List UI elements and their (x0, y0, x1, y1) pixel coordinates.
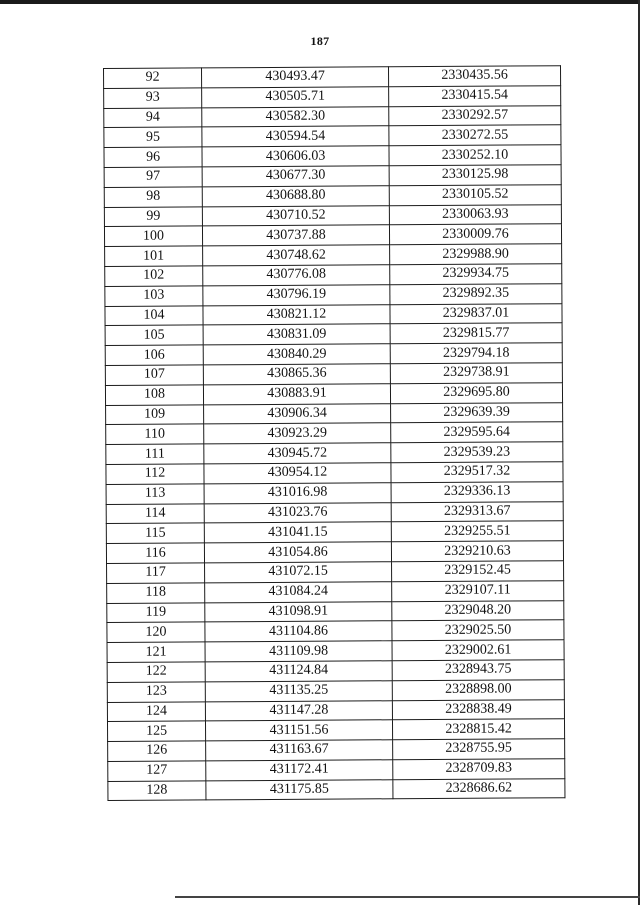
point-number-cell: 113 (106, 484, 204, 504)
y-coordinate-cell: 2330435.56 (388, 66, 560, 87)
table-row (107, 679, 564, 702)
point-number-cell: 124 (107, 701, 205, 721)
point-number-cell: 98 (104, 187, 202, 207)
y-coordinate-cell: 2329934.75 (390, 264, 562, 285)
table-row (105, 303, 562, 326)
point-number-cell: 128 (108, 781, 206, 801)
y-coordinate-cell: 2329892.35 (390, 283, 562, 304)
x-coordinate-cell: 431016.98 (204, 482, 391, 503)
y-coordinate-cell: 2329695.80 (390, 382, 562, 403)
table-row (107, 719, 564, 742)
table-row (105, 264, 562, 287)
point-number-cell: 95 (104, 127, 202, 147)
x-coordinate-cell: 431175.85 (206, 779, 393, 800)
table-row (107, 620, 564, 643)
x-coordinate-cell: 430796.19 (203, 285, 390, 306)
y-coordinate-cell: 2330125.98 (389, 165, 561, 186)
x-coordinate-cell: 430776.08 (203, 265, 390, 286)
point-number-cell: 105 (105, 325, 203, 345)
y-coordinate-cell: 2328755.95 (393, 739, 565, 760)
x-coordinate-cell: 431054.86 (204, 542, 391, 563)
table-row (106, 481, 563, 504)
table-row (105, 323, 562, 346)
point-number-cell: 92 (104, 68, 202, 88)
x-coordinate-cell: 431072.15 (205, 562, 392, 583)
x-coordinate-cell: 430923.29 (204, 423, 391, 444)
point-number-cell: 101 (105, 246, 203, 266)
x-coordinate-cell: 431163.67 (206, 740, 393, 761)
table-row (105, 343, 562, 366)
table-row (105, 382, 562, 405)
table-row (104, 165, 561, 188)
x-coordinate-cell: 430710.52 (202, 205, 389, 226)
table-row (104, 204, 561, 227)
point-number-cell: 110 (106, 424, 204, 444)
y-coordinate-cell: 2329152.45 (392, 561, 564, 582)
point-number-cell: 104 (105, 305, 203, 325)
table-row (104, 66, 561, 89)
point-number-cell: 100 (104, 226, 202, 246)
point-number-cell: 120 (107, 622, 205, 642)
y-coordinate-cell: 2328898.00 (392, 679, 564, 700)
y-coordinate-cell: 2328709.83 (393, 759, 565, 780)
point-number-cell: 126 (108, 741, 206, 761)
y-coordinate-cell: 2329255.51 (391, 521, 563, 542)
x-coordinate-cell: 430831.09 (203, 324, 390, 345)
table-row (106, 501, 563, 524)
point-number-cell: 94 (104, 107, 202, 127)
x-coordinate-cell: 430821.12 (203, 304, 390, 325)
x-coordinate-cell: 430840.29 (203, 344, 390, 365)
y-coordinate-cell: 2329738.91 (390, 363, 562, 384)
point-number-cell: 123 (107, 682, 205, 702)
top-scan-border (0, 0, 640, 4)
y-coordinate-cell: 2329815.77 (390, 323, 562, 344)
x-coordinate-cell: 431172.41 (206, 760, 393, 781)
table-row (107, 580, 564, 603)
x-coordinate-cell: 430493.47 (202, 67, 389, 88)
point-number-cell: 112 (106, 464, 204, 484)
x-coordinate-cell: 431124.84 (205, 661, 392, 682)
x-coordinate-cell: 430954.12 (204, 463, 391, 484)
point-number-cell: 109 (106, 404, 204, 424)
point-number-cell: 111 (106, 444, 204, 464)
point-number-cell: 114 (106, 503, 204, 523)
x-coordinate-cell: 431135.25 (205, 680, 392, 701)
x-coordinate-cell: 430906.34 (204, 403, 391, 424)
x-coordinate-cell: 431109.98 (205, 641, 392, 662)
y-coordinate-cell: 2330105.52 (389, 184, 561, 205)
y-coordinate-cell: 2329025.50 (392, 620, 564, 641)
table-row (105, 363, 562, 386)
point-number-cell: 108 (105, 385, 203, 405)
table-row (106, 442, 563, 465)
y-coordinate-cell: 2330292.57 (389, 105, 561, 126)
x-coordinate-cell: 430505.71 (202, 87, 389, 108)
point-number-cell: 102 (105, 266, 203, 286)
point-number-cell: 125 (107, 721, 205, 741)
x-coordinate-cell: 431023.76 (204, 502, 391, 523)
bottom-scan-line (175, 896, 640, 898)
x-coordinate-cell: 430688.80 (202, 186, 389, 207)
y-coordinate-cell: 2329048.20 (392, 600, 564, 621)
y-coordinate-cell: 2329539.23 (391, 442, 563, 463)
y-coordinate-cell: 2329002.61 (392, 640, 564, 661)
table-row (108, 778, 565, 801)
table-row (107, 660, 564, 683)
table-row (104, 86, 561, 109)
point-number-cell: 106 (105, 345, 203, 365)
x-coordinate-cell: 431104.86 (205, 621, 392, 642)
x-coordinate-cell: 430865.36 (203, 364, 390, 385)
table-row (104, 184, 561, 207)
page-number: 187 (310, 34, 330, 48)
table-row (106, 422, 563, 445)
point-number-cell: 121 (107, 642, 205, 662)
x-coordinate-cell: 430606.03 (202, 146, 389, 167)
table-row (104, 145, 561, 168)
table-row (107, 600, 564, 623)
table-row (107, 699, 564, 722)
y-coordinate-cell: 2329107.11 (392, 580, 564, 601)
table-row (104, 125, 561, 148)
y-coordinate-cell: 2328838.49 (392, 699, 564, 720)
table-row (104, 105, 561, 128)
y-coordinate-cell: 2328686.62 (393, 778, 565, 799)
table-row (108, 759, 565, 782)
x-coordinate-cell: 430677.30 (202, 166, 389, 187)
coordinates-table (103, 65, 565, 801)
y-coordinate-cell: 2330272.55 (389, 125, 561, 146)
point-number-cell: 117 (107, 563, 205, 583)
x-coordinate-cell: 430748.62 (203, 245, 390, 266)
table-row (105, 244, 562, 267)
x-coordinate-cell: 430582.30 (202, 106, 389, 127)
y-coordinate-cell: 2329517.32 (391, 462, 563, 483)
y-coordinate-cell: 2328943.75 (392, 660, 564, 681)
table-row (106, 402, 563, 425)
y-coordinate-cell: 2330063.93 (389, 204, 561, 225)
y-coordinate-cell: 2329794.18 (390, 343, 562, 364)
x-coordinate-cell: 431041.15 (204, 522, 391, 543)
point-number-cell: 97 (104, 167, 202, 187)
table-row (106, 541, 563, 564)
y-coordinate-cell: 2329837.01 (390, 303, 562, 324)
point-number-cell: 119 (107, 602, 205, 622)
table-row (106, 521, 563, 544)
x-coordinate-cell: 430594.54 (202, 126, 389, 147)
x-coordinate-cell: 430737.88 (202, 225, 389, 246)
y-coordinate-cell: 2330252.10 (389, 145, 561, 166)
table-row (105, 283, 562, 306)
y-coordinate-cell: 2329313.67 (391, 501, 563, 522)
table-row (108, 739, 565, 762)
point-number-cell: 96 (104, 147, 202, 167)
y-coordinate-cell: 2330009.76 (389, 224, 561, 245)
table-row (104, 224, 561, 247)
x-coordinate-cell: 431147.28 (205, 700, 392, 721)
point-number-cell: 118 (107, 583, 205, 603)
table-row (106, 462, 563, 485)
point-number-cell: 122 (107, 662, 205, 682)
x-coordinate-cell: 430883.91 (203, 384, 390, 405)
y-coordinate-cell: 2329595.64 (391, 422, 563, 443)
table-row (107, 561, 564, 584)
x-coordinate-cell: 431084.24 (205, 581, 392, 602)
y-coordinate-cell: 2329639.39 (391, 402, 563, 423)
x-coordinate-cell: 431098.91 (205, 601, 392, 622)
point-number-cell: 115 (106, 523, 204, 543)
y-coordinate-cell: 2329210.63 (391, 541, 563, 562)
point-number-cell: 93 (104, 88, 202, 108)
y-coordinate-cell: 2329988.90 (390, 244, 562, 265)
point-number-cell: 103 (105, 286, 203, 306)
point-number-cell: 127 (108, 761, 206, 781)
point-number-cell: 107 (105, 365, 203, 385)
coordinates-table-body (104, 66, 565, 801)
y-coordinate-cell: 2328815.42 (392, 719, 564, 740)
y-coordinate-cell: 2329336.13 (391, 481, 563, 502)
table-row (107, 640, 564, 663)
point-number-cell: 99 (104, 206, 202, 226)
x-coordinate-cell: 431151.56 (205, 720, 392, 741)
x-coordinate-cell: 430945.72 (204, 443, 391, 464)
y-coordinate-cell: 2330415.54 (389, 86, 561, 107)
point-number-cell: 116 (106, 543, 204, 563)
